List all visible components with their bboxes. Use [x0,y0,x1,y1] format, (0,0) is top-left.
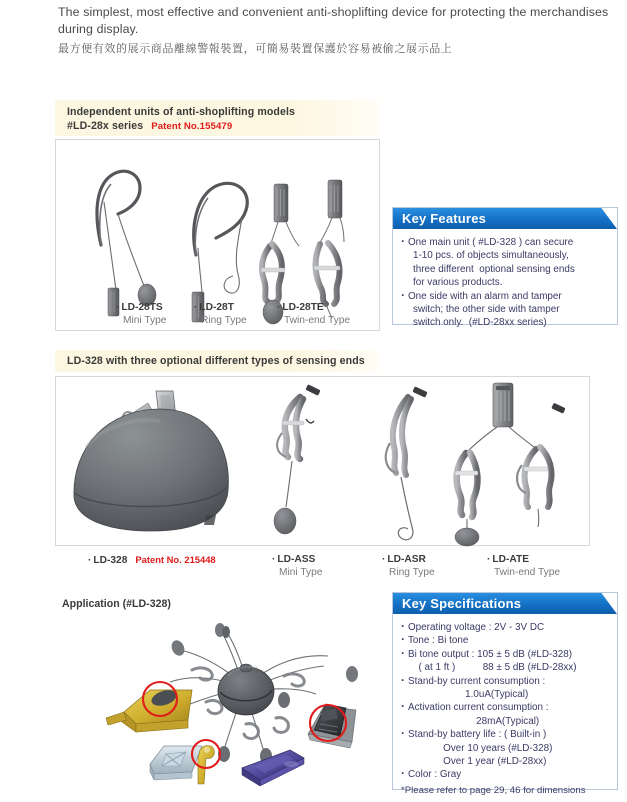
photo-ld-ate [455,383,566,546]
section2-patent-number: Patent No. 215448 [135,554,216,565]
key-spec-line: Over 10 years (#LD-328) [413,742,553,754]
photo-ld-asr [386,386,428,539]
key-spec-line: · Stand-by battery life : ( Built-in ) [400,728,611,741]
section2-product-panel [55,376,590,546]
product-type-ld-ate: Twin-end Type [494,567,561,578]
caption-ld-28te: · LD-28TE Twin-end Type [277,302,351,326]
product-name-ld-328: LD-328 [93,555,128,566]
key-spec-line: · Color : Gray [400,768,611,781]
photo-ld-28ts [97,171,156,316]
key-spec-line: · Bi tone output : 105 ± 5 dB (#LD-328) [400,648,611,661]
product-type-ld-ass: Mini Type [279,567,323,578]
key-features-body [393,229,617,336]
key-spec-line: 1.0uA(Typical) [413,689,529,701]
key-feature-line: · One side with an alarm and tamper [400,290,611,303]
application-scene [88,618,388,798]
key-feature-line: for various products. [413,277,503,289]
key-feature-line: · One main unit ( #LD-328 ) can secure [400,236,611,249]
section2-product-photos [56,377,589,545]
section1-patent-number: Patent No.155479 [151,121,233,132]
intro-chinese-text: 最方便有效的展示商品離線警報裝置，可簡易裝置保護於容易被偷之展示品上 [58,42,453,55]
caption-ld-ate: · LD-ATE Twin-end Type [487,554,561,578]
photo-ld-ass [274,384,321,534]
banner-notch-icon [591,593,617,614]
key-spec-line: Over 1 year (#LD-28xx) [413,756,547,768]
key-spec-line: 28mA(Typical) [413,715,540,727]
banner-notch-icon [591,208,617,229]
product-name-ld-28te: LD-28TE [282,302,324,313]
key-specifications-note: *Please refer to page 29, 46 for dimensions [401,784,586,796]
product-type-ld-asr: Ring Type [389,567,435,578]
key-spec-line: · Tone : Bi tone [400,634,611,647]
product-type-ld-28t: Ring Type [201,315,247,326]
product-type-ld-28ts: Mini Type [123,315,167,326]
key-spec-line: · Activation current consumption : [400,701,611,714]
caption-ld-28ts: · LD-28TS Mini Type [116,302,167,326]
key-features-banner [393,208,617,229]
caption-ld-ass: · LD-ASS Mini Type [272,554,323,578]
application-photo [88,618,388,798]
key-features-box [392,207,618,329]
key-spec-line: ( at 1 ft ) 88 ± 5 dB (#LD-28xx) [413,662,577,674]
intro-block [58,4,618,56]
product-name-ld-28ts: LD-28TS [121,302,163,313]
section2-title: LD-328 with three optional different types of sensing ends [67,355,365,367]
application-item-gold-key [198,746,214,785]
key-specifications-banner [393,593,617,614]
caption-ld-328: · LD-328 Patent No. 215448 [88,554,216,566]
section-header-independent-units [55,100,380,136]
key-spec-line: · Operating voltage : 2V - 3V DC [400,621,611,634]
product-name-ld-ass: LD-ASS [277,554,316,565]
product-name-ld-asr: LD-ASR [387,554,426,565]
key-features-title: Key Features [402,211,487,226]
key-specifications-box [392,592,618,796]
intro-english-text: The simplest, most effective and convenient anti-shoplifting device for protecting the merchandises during display. [58,5,609,36]
caption-ld-28t: · LD-28T Ring Type [194,302,247,326]
key-feature-line: three different optional sensing ends [413,263,575,275]
section1-title-line1: Independent units of anti-shoplifting models [67,106,296,118]
key-feature-line: 1-10 pcs. of objects simultaneously, [413,250,569,262]
key-features-list [400,236,611,330]
product-name-ld-ate: LD-ATE [492,554,529,565]
application-item-gold-box [106,687,192,732]
key-feature-line: switch only. (#LD-28xx series) [413,317,547,329]
photo-ld-328-main-unit [74,391,228,531]
key-spec-line: · Stand-by current consumption : [400,675,611,688]
key-feature-line: switch; the other side with tamper [413,304,560,316]
section-header-ld-328-sensing-ends [55,350,380,372]
key-specifications-title: Key Specifications [402,596,522,611]
section1-title-line2: #LD-28x series [67,120,144,132]
caption-ld-asr: · LD-ASR Ring Type [382,554,435,578]
key-specifications-list [400,621,611,782]
key-specifications-body [393,614,617,802]
product-name-ld-28t: LD-28T [199,302,234,313]
application-item-pda [242,750,304,786]
product-type-ld-28te: Twin-end Type [284,315,351,326]
application-title: Application (#LD-328) [62,598,171,610]
